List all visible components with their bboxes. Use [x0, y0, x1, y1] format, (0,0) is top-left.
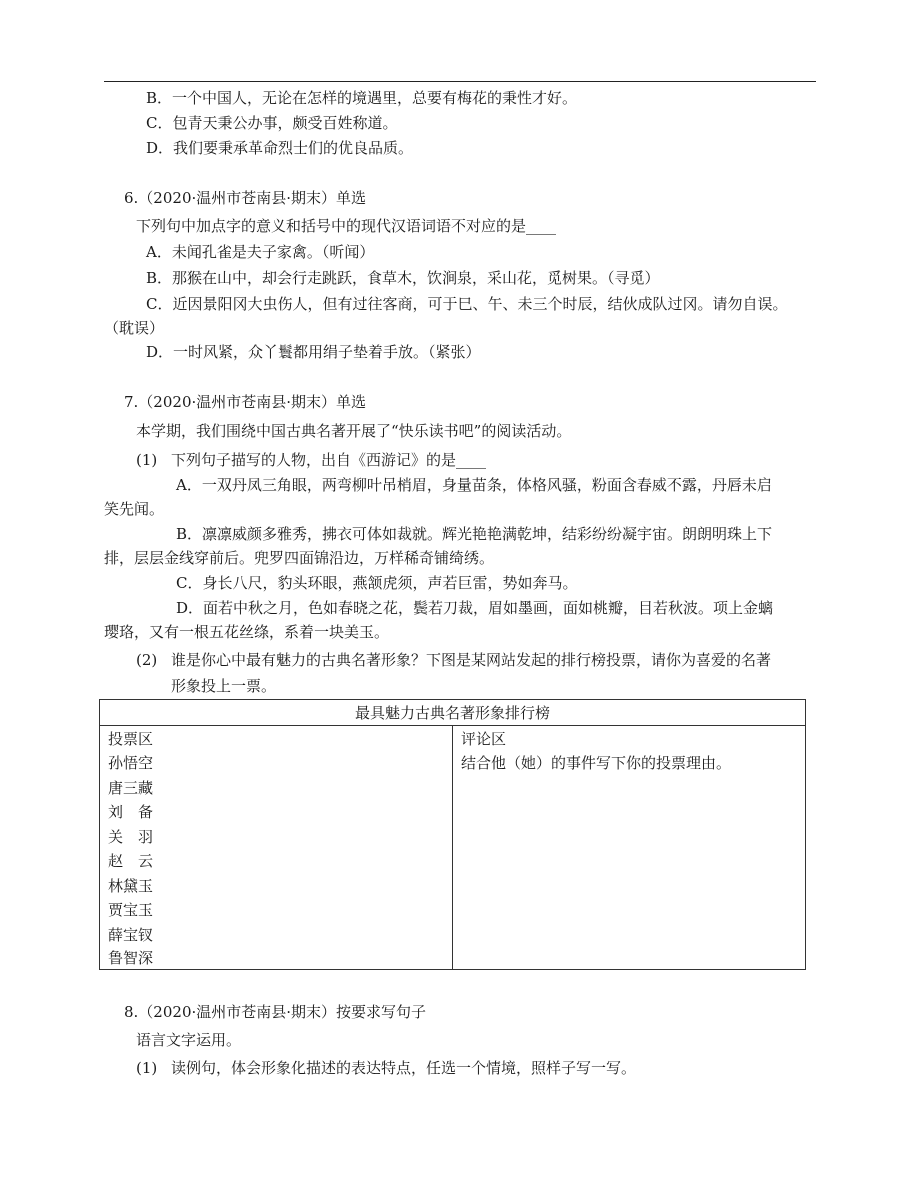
q7-sub2-number: (2)	[136, 651, 158, 669]
q5-option-c: C．包青天秉公办事，颇受百姓称道。	[146, 114, 398, 132]
candidate-item[interactable]: 鲁智深	[108, 949, 154, 967]
header-rule	[104, 81, 816, 82]
q6-option-c: C．近因景阳冈大虫伤人，但有过往客商，可于巳、午、未三个时辰，结伙成队过冈。请勿自误。	[146, 295, 788, 313]
q7-option-a: A．一双丹凤三角眼，两弯柳叶吊梢眉，身量苗条，体格风骚，粉面含春威不露，丹唇未启	[176, 476, 772, 494]
q7-intro: 本学期，我们围绕中国古典名著开展了“快乐读书吧”的阅读活动。	[136, 422, 572, 440]
q6-option-c-cont: （耽误）	[104, 319, 165, 337]
table-column-divider	[452, 726, 453, 970]
q7-header: 7.（2020·温州市苍南县·期末）单选	[124, 393, 367, 411]
comment-area-label: 评论区	[461, 730, 507, 748]
candidate-item[interactable]: 关 羽	[108, 828, 154, 846]
q7-option-d-cont: 璎珞，又有一根五花丝绦，系着一块美玉。	[104, 623, 390, 641]
q8-intro: 语言文字运用。	[136, 1031, 242, 1049]
q7-option-b-cont: 排，层层金线穿前后。兜罗四面锦沿边，万样稀奇铺绮绣。	[104, 549, 495, 567]
candidate-item[interactable]: 孙悟空	[108, 754, 154, 772]
q7-sub2-line2: 形象投上一票。	[171, 677, 277, 695]
q8-header: 8.（2020·温州市苍南县·期末）按要求写句子	[124, 1003, 427, 1021]
q7-option-a-cont: 笑先闻。	[104, 500, 165, 518]
table-title: 最具魅力古典名著形象排行榜	[100, 700, 805, 726]
q5-option-b: B．一个中国人，无论在怎样的境遇里，总要有梅花的秉性才好。	[146, 89, 578, 107]
q7-sub1-number: (1)	[136, 451, 158, 469]
q7-option-b: B．凛凛威颜多雅秀，拂衣可体如裁就。辉光艳艳满乾坤，结彩纷纷凝宇宙。朗朗明珠上下	[176, 525, 773, 543]
candidate-item[interactable]: 林黛玉	[108, 877, 154, 895]
q7-option-d: D．面若中秋之月，色如春晓之花，鬓若刀裁，眉如墨画，面如桃瓣，目若秋波。项上金螭	[176, 599, 774, 617]
candidate-item[interactable]: 赵 云	[108, 852, 154, 870]
comment-prompt: 结合他（她）的事件写下你的投票理由。	[461, 754, 732, 772]
q5-option-d: D．我们要秉承革命烈士们的优良品质。	[146, 139, 414, 157]
candidate-item[interactable]: 薛宝钗	[108, 926, 154, 944]
q6-option-a: A．未闻孔雀是夫子家禽。（听闻）	[146, 243, 375, 261]
candidate-item[interactable]: 刘 备	[108, 803, 154, 821]
vote-area-label: 投票区	[108, 730, 154, 748]
q8-sub1-number: (1)	[136, 1059, 158, 1077]
q6-stem: 下列句中加点字的意义和括号中的现代汉语词语不对应的是____	[136, 217, 557, 235]
q7-sub1-text: 下列句子描写的人物，出自《西游记》的是____	[171, 451, 487, 469]
q7-option-c: C．身长八尺，豹头环眼，燕颔虎须，声若巨雷，势如奔马。	[176, 574, 578, 592]
q6-option-b: B．那猴在山中，却会行走跳跃，食草木，饮涧泉，采山花，觅树果。（寻觅）	[146, 269, 660, 287]
candidate-item[interactable]: 贾宝玉	[108, 901, 154, 919]
q6-header: 6.（2020·温州市苍南县·期末）单选	[124, 189, 367, 207]
q6-option-d: D．一时风紧，众丫鬟都用绢子垫着手放。（紧张）	[146, 343, 481, 361]
q8-sub1-text: 读例句，体会形象化描述的表达特点，任选一个情境，照样子写一写。	[171, 1059, 637, 1077]
q7-sub2-line1: 谁是你心中最有魅力的古典名著形象？下图是某网站发起的排行榜投票，请你为喜爱的名著	[171, 651, 772, 669]
ranking-table	[99, 699, 806, 970]
candidate-item[interactable]: 唐三藏	[108, 779, 154, 797]
